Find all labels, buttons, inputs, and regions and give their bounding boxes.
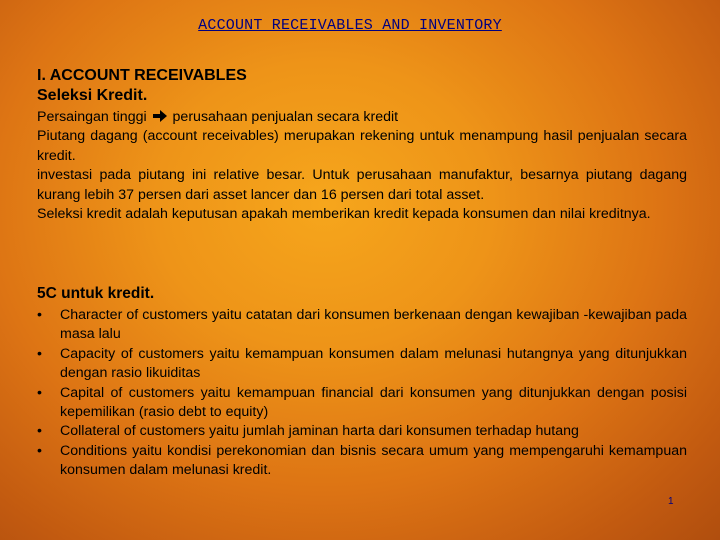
right-arrow-icon [153, 109, 167, 121]
list-item-text: Conditions yaitu kondisi perekonomian dan bisnis secara umum yang mempengaruhi kemampuan konsumen dalam melunasi kredit. [60, 442, 687, 479]
list-item [37, 442, 687, 481]
five-c-list [37, 306, 687, 481]
paragraph-investment: investasi pada piutang ini relative besar. Untuk perusahaan manufaktur, besarnya piutang dagang kurang lebih 37 persen dari asset lancer dan 16 persen dari total asset. [37, 167, 687, 203]
bullet-icon: • [37, 307, 42, 323]
page-number: 1 [668, 496, 674, 507]
bullet-icon: • [37, 384, 42, 401]
list-item [37, 384, 687, 423]
body-paragraphs [37, 108, 687, 224]
paragraph-credit-selection: Seleksi kredit adalah keputusan apakah memberikan kredit kepada konsumen dan nilai kreditnya. [37, 206, 651, 223]
list-item-text: Capital of customers yaitu kemampuan financial dari konsumen yang ditunjukkan dengan posisi kepemilikan (rasio debt to equity) [60, 384, 687, 421]
paragraph-receivables-definition: Piutang dagang (account receivables) merupakan rekening untuk menampung hasil penjualan secara kredit. [37, 128, 687, 164]
slide-title: ACCOUNT RECEIVABLES AND INVENTORY [198, 17, 502, 34]
paragraph-competition-start: Persaingan tinggi [37, 109, 147, 125]
section-heading: I. ACCOUNT RECEIVABLES [37, 67, 247, 84]
list-item-text: Collateral of customers yaitu jumlah jaminan harta dari konsumen terhadap hutang [60, 423, 579, 440]
bullet-icon: • [37, 345, 42, 362]
section-subheading: Seleksi Kredit. [37, 87, 148, 104]
section-heading-block [37, 66, 687, 106]
bullet-icon: • [37, 442, 42, 459]
list-item [37, 306, 687, 345]
paragraph-competition [37, 108, 687, 127]
list-item-text: Capacity of customers yaitu kemampuan konsumen dalam melunasi hutangnya yang ditunjukkan dengan rasio likuiditas [60, 345, 687, 382]
list-item-text: Character of customers yaitu catatan dari konsumen berkenaan dengan kewajiban -kewajiban pada masa lalu [60, 307, 687, 343]
paragraph-competition-end: perusahaan penjualan secara kredit [172, 109, 399, 125]
five-c-heading: 5C untuk kredit. [37, 285, 155, 302]
bullet-icon: • [37, 423, 42, 440]
list-item [37, 345, 687, 384]
list-item [37, 422, 687, 441]
